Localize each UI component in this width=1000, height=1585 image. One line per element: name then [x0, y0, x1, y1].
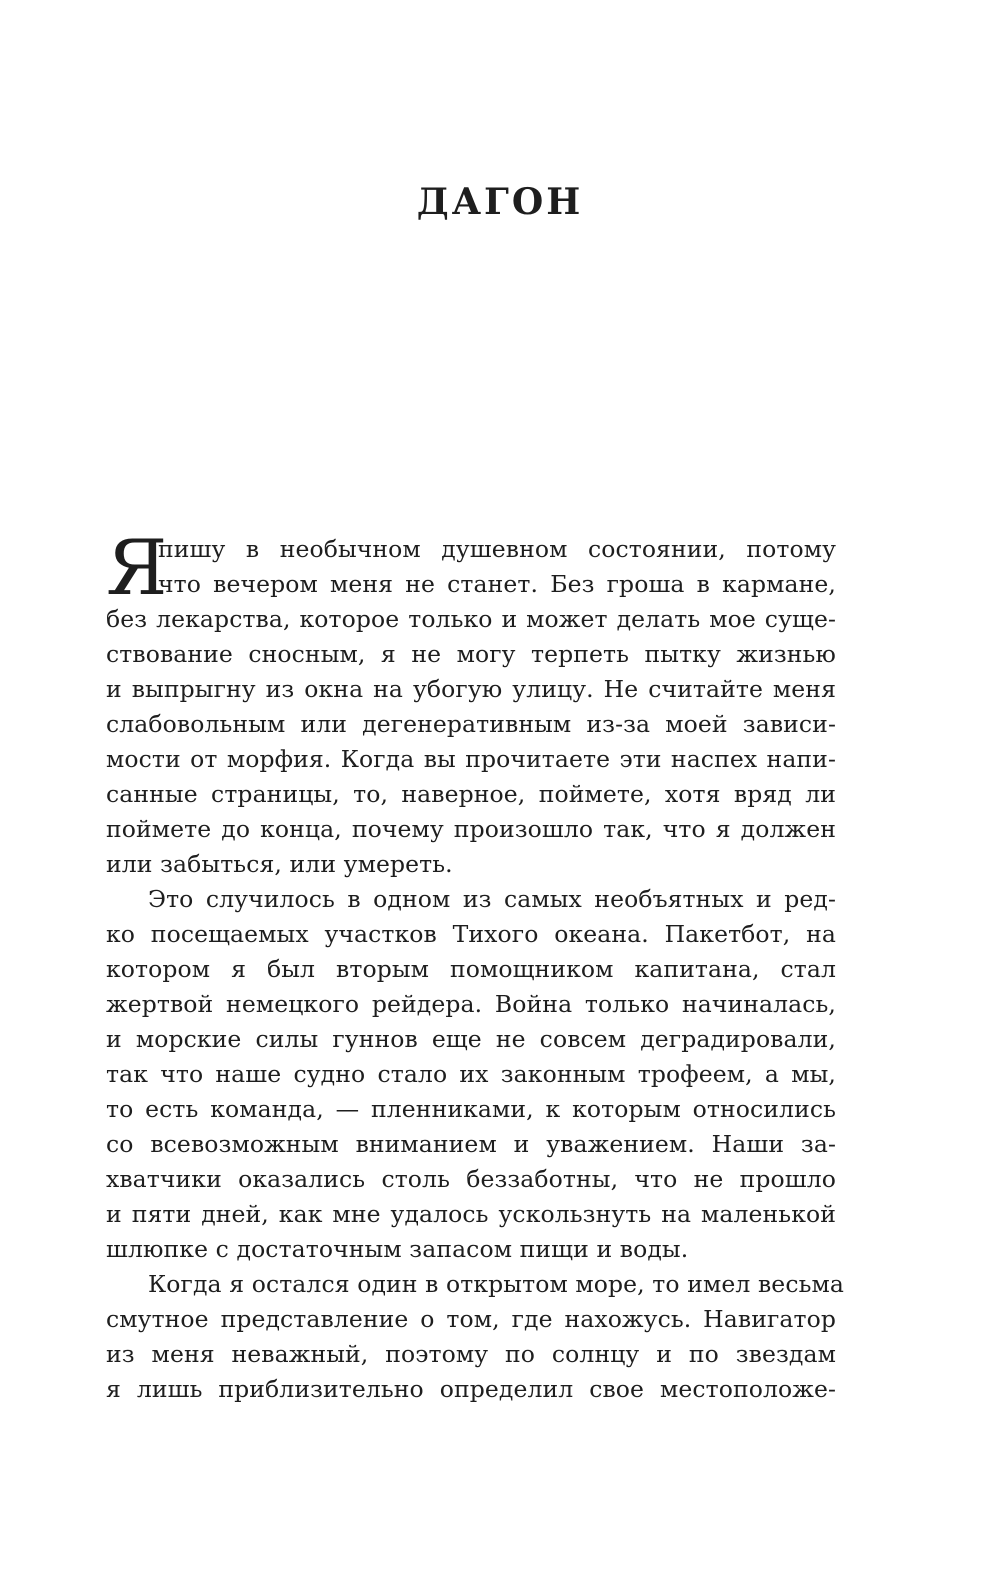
text-line: слабовольным или дегенеративным из-за моей зависи- — [106, 710, 836, 738]
text-line-content: пишу в необычном душевном состоянии, потому — [158, 535, 836, 563]
text-line: котором я был вторым помощником капитана, стал — [106, 955, 836, 983]
paragraph-3 — [106, 1267, 844, 1407]
text-line: хватчики оказались столь беззаботны, что не прошло — [106, 1165, 836, 1193]
text-line: жертвой немецкого рейдера. Война только начиналась, — [106, 990, 836, 1018]
text-line: смутное представление о том, где нахожусь. Навигатор — [106, 1305, 836, 1333]
text-line: или забыться, или умереть. — [106, 850, 453, 878]
text-line: что вечером меня не станет. Без гроша в кармане, — [158, 570, 836, 598]
drop-cap: Я — [106, 523, 168, 612]
chapter-title: ДАГОН — [416, 181, 584, 223]
text-line: и выпрыгну из окна на убогую улицу. Не считайте меня — [106, 675, 836, 703]
text-line: поймете до конца, почему произошло так, что я должен — [106, 815, 836, 843]
text-line: Когда я остался один в открытом море, то имел весьма — [148, 1270, 844, 1298]
paragraph-2 — [106, 882, 836, 1267]
text-line: со всевозможным вниманием и уважением. Наши за- — [106, 1130, 836, 1158]
text-line: мости от морфия. Когда вы прочитаете эти наспех напи- — [106, 745, 836, 773]
text-line: ствование сносным, я не могу терпеть пытку жизнью — [106, 640, 836, 668]
text-line: Это случилось в одном из самых необъятных и ред- — [148, 885, 836, 913]
text-line: из меня неважный, поэтому по солнцу и по звездам — [106, 1340, 836, 1368]
text-line: я лишь приблизительно определил свое местоположе- — [106, 1375, 836, 1403]
text-line: и пяти дней, как мне удалось ускользнуть на маленькой — [106, 1200, 836, 1228]
text-line: ко посещаемых участков Тихого океана. Пакетбот, на — [106, 920, 836, 948]
text-line: то есть команда, — пленниками, к которым относились — [106, 1095, 836, 1123]
text-line: и морские силы гуннов еще не совсем деградировали, — [106, 1025, 836, 1053]
body-text — [106, 523, 844, 1407]
text-line: санные страницы, то, наверное, поймете, хотя вряд ли — [106, 780, 836, 808]
paragraph-1 — [106, 523, 836, 882]
text-line: шлюпке с достаточным запасом пищи и воды. — [106, 1235, 689, 1263]
text-line: без лекарства, которое только и может делать мое суще- — [106, 605, 836, 633]
text-line: так что наше судно стало их законным трофеем, а мы, — [106, 1060, 836, 1088]
